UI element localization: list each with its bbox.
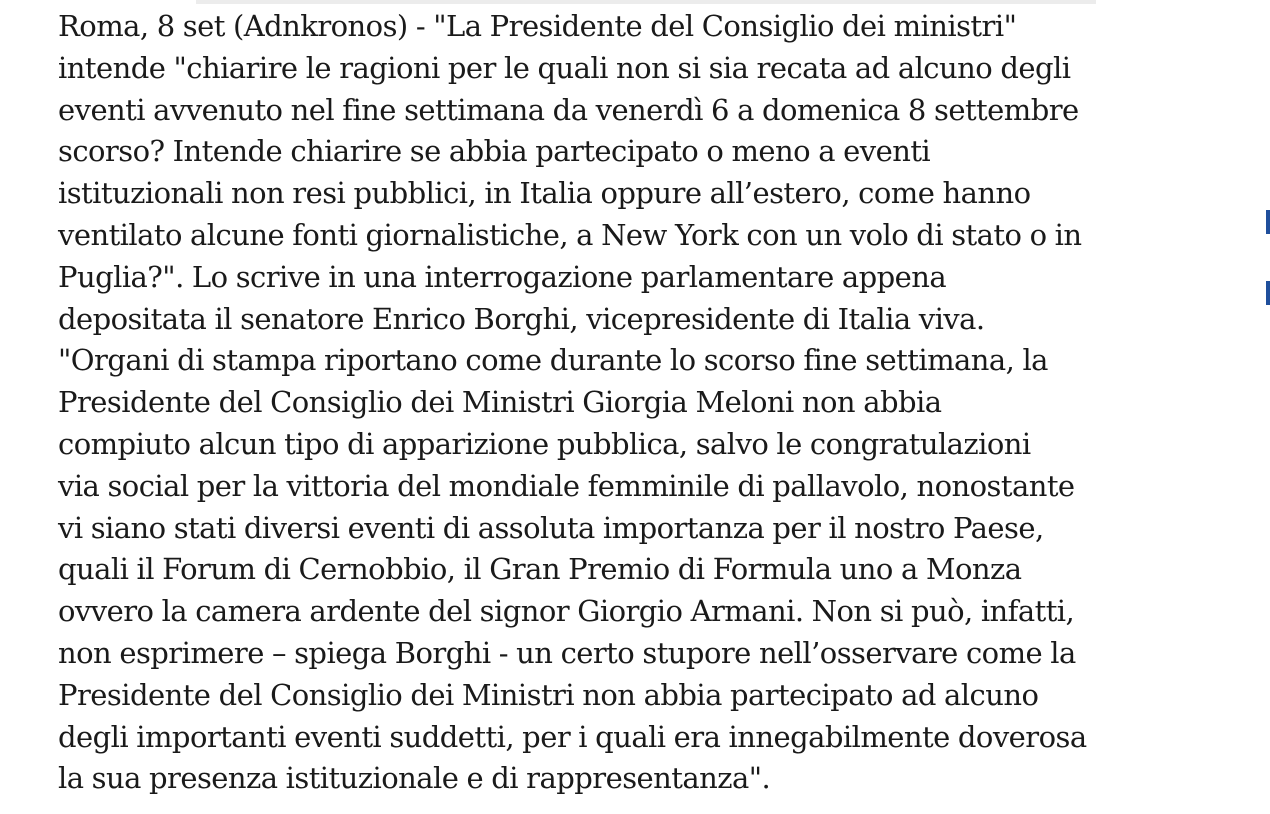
- article-line: ventilato alcune fonti giornalistiche, a New York con un volo di stato o in: [58, 217, 1082, 252]
- article-body: [58, 6, 1258, 800]
- article-line: vi siano stati diversi eventi di assoluta importanza per il nostro Paese,: [58, 510, 1044, 545]
- article-line: "Organi di stampa riportano come durante lo scorso fine settimana, la: [58, 343, 1048, 378]
- article-line: Puglia?". Lo scrive in una interrogazione parlamentare appena: [58, 259, 947, 294]
- side-panel-edge-marker: [1266, 210, 1270, 234]
- article-line: non esprimere – spiega Borghi - un certo stupore nell’osservare come la: [58, 635, 1076, 670]
- article-line: depositata il senatore Enrico Borghi, vicepresidente di Italia viva.: [58, 301, 985, 336]
- article-line: Roma, 8 set (Adnkronos) - "La Presidente del Consiglio dei ministri": [58, 9, 1017, 43]
- article-line: quali il Forum di Cernobbio, il Gran Premio di Formula uno a Monza: [58, 552, 1022, 587]
- article-line: ovvero la camera ardente del signor Giorgio Armani. Non si può, infatti,: [58, 594, 1075, 629]
- article-line: via social per la vittoria del mondiale femminile di pallavolo, nonostante: [58, 468, 1075, 503]
- article-line: Presidente del Consiglio dei Ministri non abbia partecipato ad alcuno: [58, 677, 1039, 712]
- article-line: intende "chiarire le ragioni per le quali non si sia recata ad alcuno degli: [58, 50, 1071, 85]
- top-divider: [196, 0, 1096, 4]
- article-line: compiuto alcun tipo di apparizione pubblica, salvo le congratulazioni: [58, 426, 1031, 461]
- article-line: scorso? Intende chiarire se abbia partecipato o meno a eventi: [58, 134, 931, 169]
- article-line: degli importanti eventi suddetti, per i quali era innegabilmente doverosa: [58, 719, 1087, 754]
- article-line: Presidente del Consiglio dei Ministri Giorgia Meloni non abbia: [58, 385, 942, 420]
- article-line: la sua presenza istituzionale e di rappresentanza".: [58, 761, 771, 796]
- article-line: istituzionali non resi pubblici, in Italia oppure all’estero, come hanno: [58, 176, 1031, 211]
- side-panel-edge-marker: [1266, 281, 1270, 305]
- article-line: eventi avvenuto nel fine settimana da venerdì 6 a domenica 8 settembre: [58, 92, 1079, 127]
